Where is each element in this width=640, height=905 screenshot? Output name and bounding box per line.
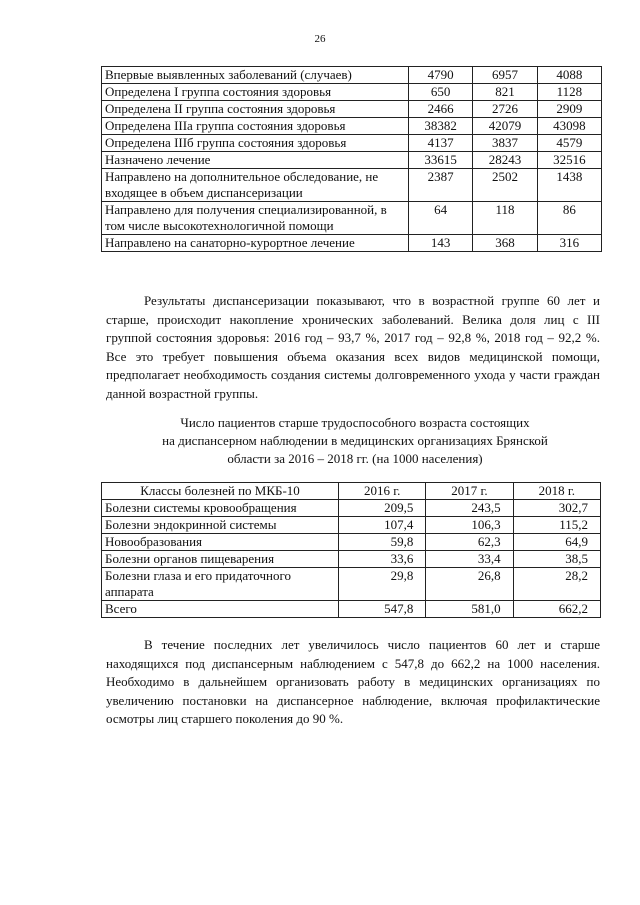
column-header: 2016 г.: [339, 483, 426, 500]
value-cell: 42079: [473, 118, 537, 135]
value-cell: 38,5: [513, 551, 600, 568]
value-cell: 547,8: [339, 601, 426, 618]
row-label: Болезни глаза и его придаточного аппарата: [102, 568, 339, 601]
table-row: [102, 67, 602, 84]
value-cell: 64,9: [513, 534, 600, 551]
row-label: Определена IIIа группа состояния здоровья: [102, 118, 409, 135]
column-header: 2017 г.: [426, 483, 513, 500]
value-cell: 62,3: [426, 534, 513, 551]
screening-results-table: [101, 66, 602, 252]
value-cell: 33,6: [339, 551, 426, 568]
column-header: 2018 г.: [513, 483, 600, 500]
table-row: [102, 101, 602, 118]
paragraph-text: В течение последних лет увеличилось число пациентов 60 лет и старше находящихся под диспансерным наблюдением с 547,8 до 662,2 на 1000 населения. Необходимо в дальнейшем организовать работу в медицинских организациях по увеличению постановки на диспансерное наблюдение, включая профилактические осмотры лиц старшего поколения до 90 %.: [106, 637, 600, 726]
table-row: [102, 500, 601, 517]
table-row: [102, 534, 601, 551]
table-caption: [100, 414, 610, 468]
value-cell: 38382: [409, 118, 473, 135]
value-cell: 4137: [409, 135, 473, 152]
row-label: Всего: [102, 601, 339, 618]
value-cell: 28,2: [513, 568, 600, 601]
value-cell: 43098: [537, 118, 601, 135]
value-cell: 2466: [409, 101, 473, 118]
value-cell: 4088: [537, 67, 601, 84]
value-cell: 316: [537, 235, 601, 252]
value-cell: 2726: [473, 101, 537, 118]
value-cell: 115,2: [513, 517, 600, 534]
table-row: [102, 517, 601, 534]
value-cell: 821: [473, 84, 537, 101]
table-row: [102, 152, 602, 169]
page-number: 26: [314, 33, 326, 45]
table-row: [102, 235, 602, 252]
value-cell: 2909: [537, 101, 601, 118]
row-label: Направлено на санаторно-курортное лечение: [102, 235, 409, 252]
row-label: Болезни системы кровообращения: [102, 500, 339, 517]
row-label: Назначено лечение: [102, 152, 409, 169]
value-cell: 1438: [537, 169, 601, 202]
paragraph-screening-results: [106, 292, 600, 403]
value-cell: 4790: [409, 67, 473, 84]
value-cell: 302,7: [513, 500, 600, 517]
value-cell: 107,4: [339, 517, 426, 534]
paragraph-dispensary-trend: [106, 636, 600, 729]
row-label: Определена IIIб группа состояния здоровья: [102, 135, 409, 152]
table-row: [102, 84, 602, 101]
table-row: [102, 135, 602, 152]
value-cell: 118: [473, 202, 537, 235]
value-cell: 650: [409, 84, 473, 101]
row-label: Болезни органов пищеварения: [102, 551, 339, 568]
row-label: Новообразования: [102, 534, 339, 551]
value-cell: 581,0: [426, 601, 513, 618]
value-cell: 28243: [473, 152, 537, 169]
value-cell: 368: [473, 235, 537, 252]
value-cell: 26,8: [426, 568, 513, 601]
table-row: [102, 568, 601, 601]
value-cell: 32516: [537, 152, 601, 169]
table-row: [102, 551, 601, 568]
table-row: [102, 601, 601, 618]
row-label: Направлено для получения специализированной, в том числе высокотехнологичной помощи: [102, 202, 409, 235]
value-cell: 6957: [473, 67, 537, 84]
caption-line: Число пациентов старше трудоспособного возраста состоящих: [180, 415, 530, 430]
value-cell: 3837: [473, 135, 537, 152]
caption-line: области за 2016 – 2018 гг. (на 1000 населения): [227, 451, 483, 466]
value-cell: 209,5: [339, 500, 426, 517]
value-cell: 59,8: [339, 534, 426, 551]
table-row: [102, 118, 602, 135]
value-cell: 4579: [537, 135, 601, 152]
value-cell: 33,4: [426, 551, 513, 568]
value-cell: 64: [409, 202, 473, 235]
row-label: Определена II группа состояния здоровья: [102, 101, 409, 118]
row-label: Направлено на дополнительное обследование, не входящее в объем диспансеризации: [102, 169, 409, 202]
table-row: [102, 169, 602, 202]
value-cell: 86: [537, 202, 601, 235]
paragraph-text: Результаты диспансеризации показывают, что в возрастной группе 60 лет и старше, происходит накопление хронических заболеваний. Велика доля лиц с III группой состояния здоровья: 2016 год – 93,7 %, 2017 год – 92,8 %, 2018 год – 92,2 %. Все это требует повышения объема оказания всех видов медицинской помощи, предполагает необходимость создания системы долговременного ухода у части граждан данной возрастной группы.: [106, 293, 600, 401]
table-row: [102, 202, 602, 235]
row-label: Впервые выявленных заболеваний (случаев): [102, 67, 409, 84]
value-cell: 662,2: [513, 601, 600, 618]
caption-line: на диспансерном наблюдении в медицинских организациях Брянской: [162, 433, 548, 448]
value-cell: 106,3: [426, 517, 513, 534]
table-header-row: [102, 483, 601, 500]
value-cell: 143: [409, 235, 473, 252]
value-cell: 2502: [473, 169, 537, 202]
value-cell: 29,8: [339, 568, 426, 601]
column-header: Классы болезней по МКБ-10: [102, 483, 339, 500]
row-label: Определена I группа состояния здоровья: [102, 84, 409, 101]
value-cell: 2387: [409, 169, 473, 202]
dispensary-observation-table: [101, 482, 601, 618]
value-cell: 243,5: [426, 500, 513, 517]
value-cell: 33615: [409, 152, 473, 169]
value-cell: 1128: [537, 84, 601, 101]
row-label: Болезни эндокринной системы: [102, 517, 339, 534]
